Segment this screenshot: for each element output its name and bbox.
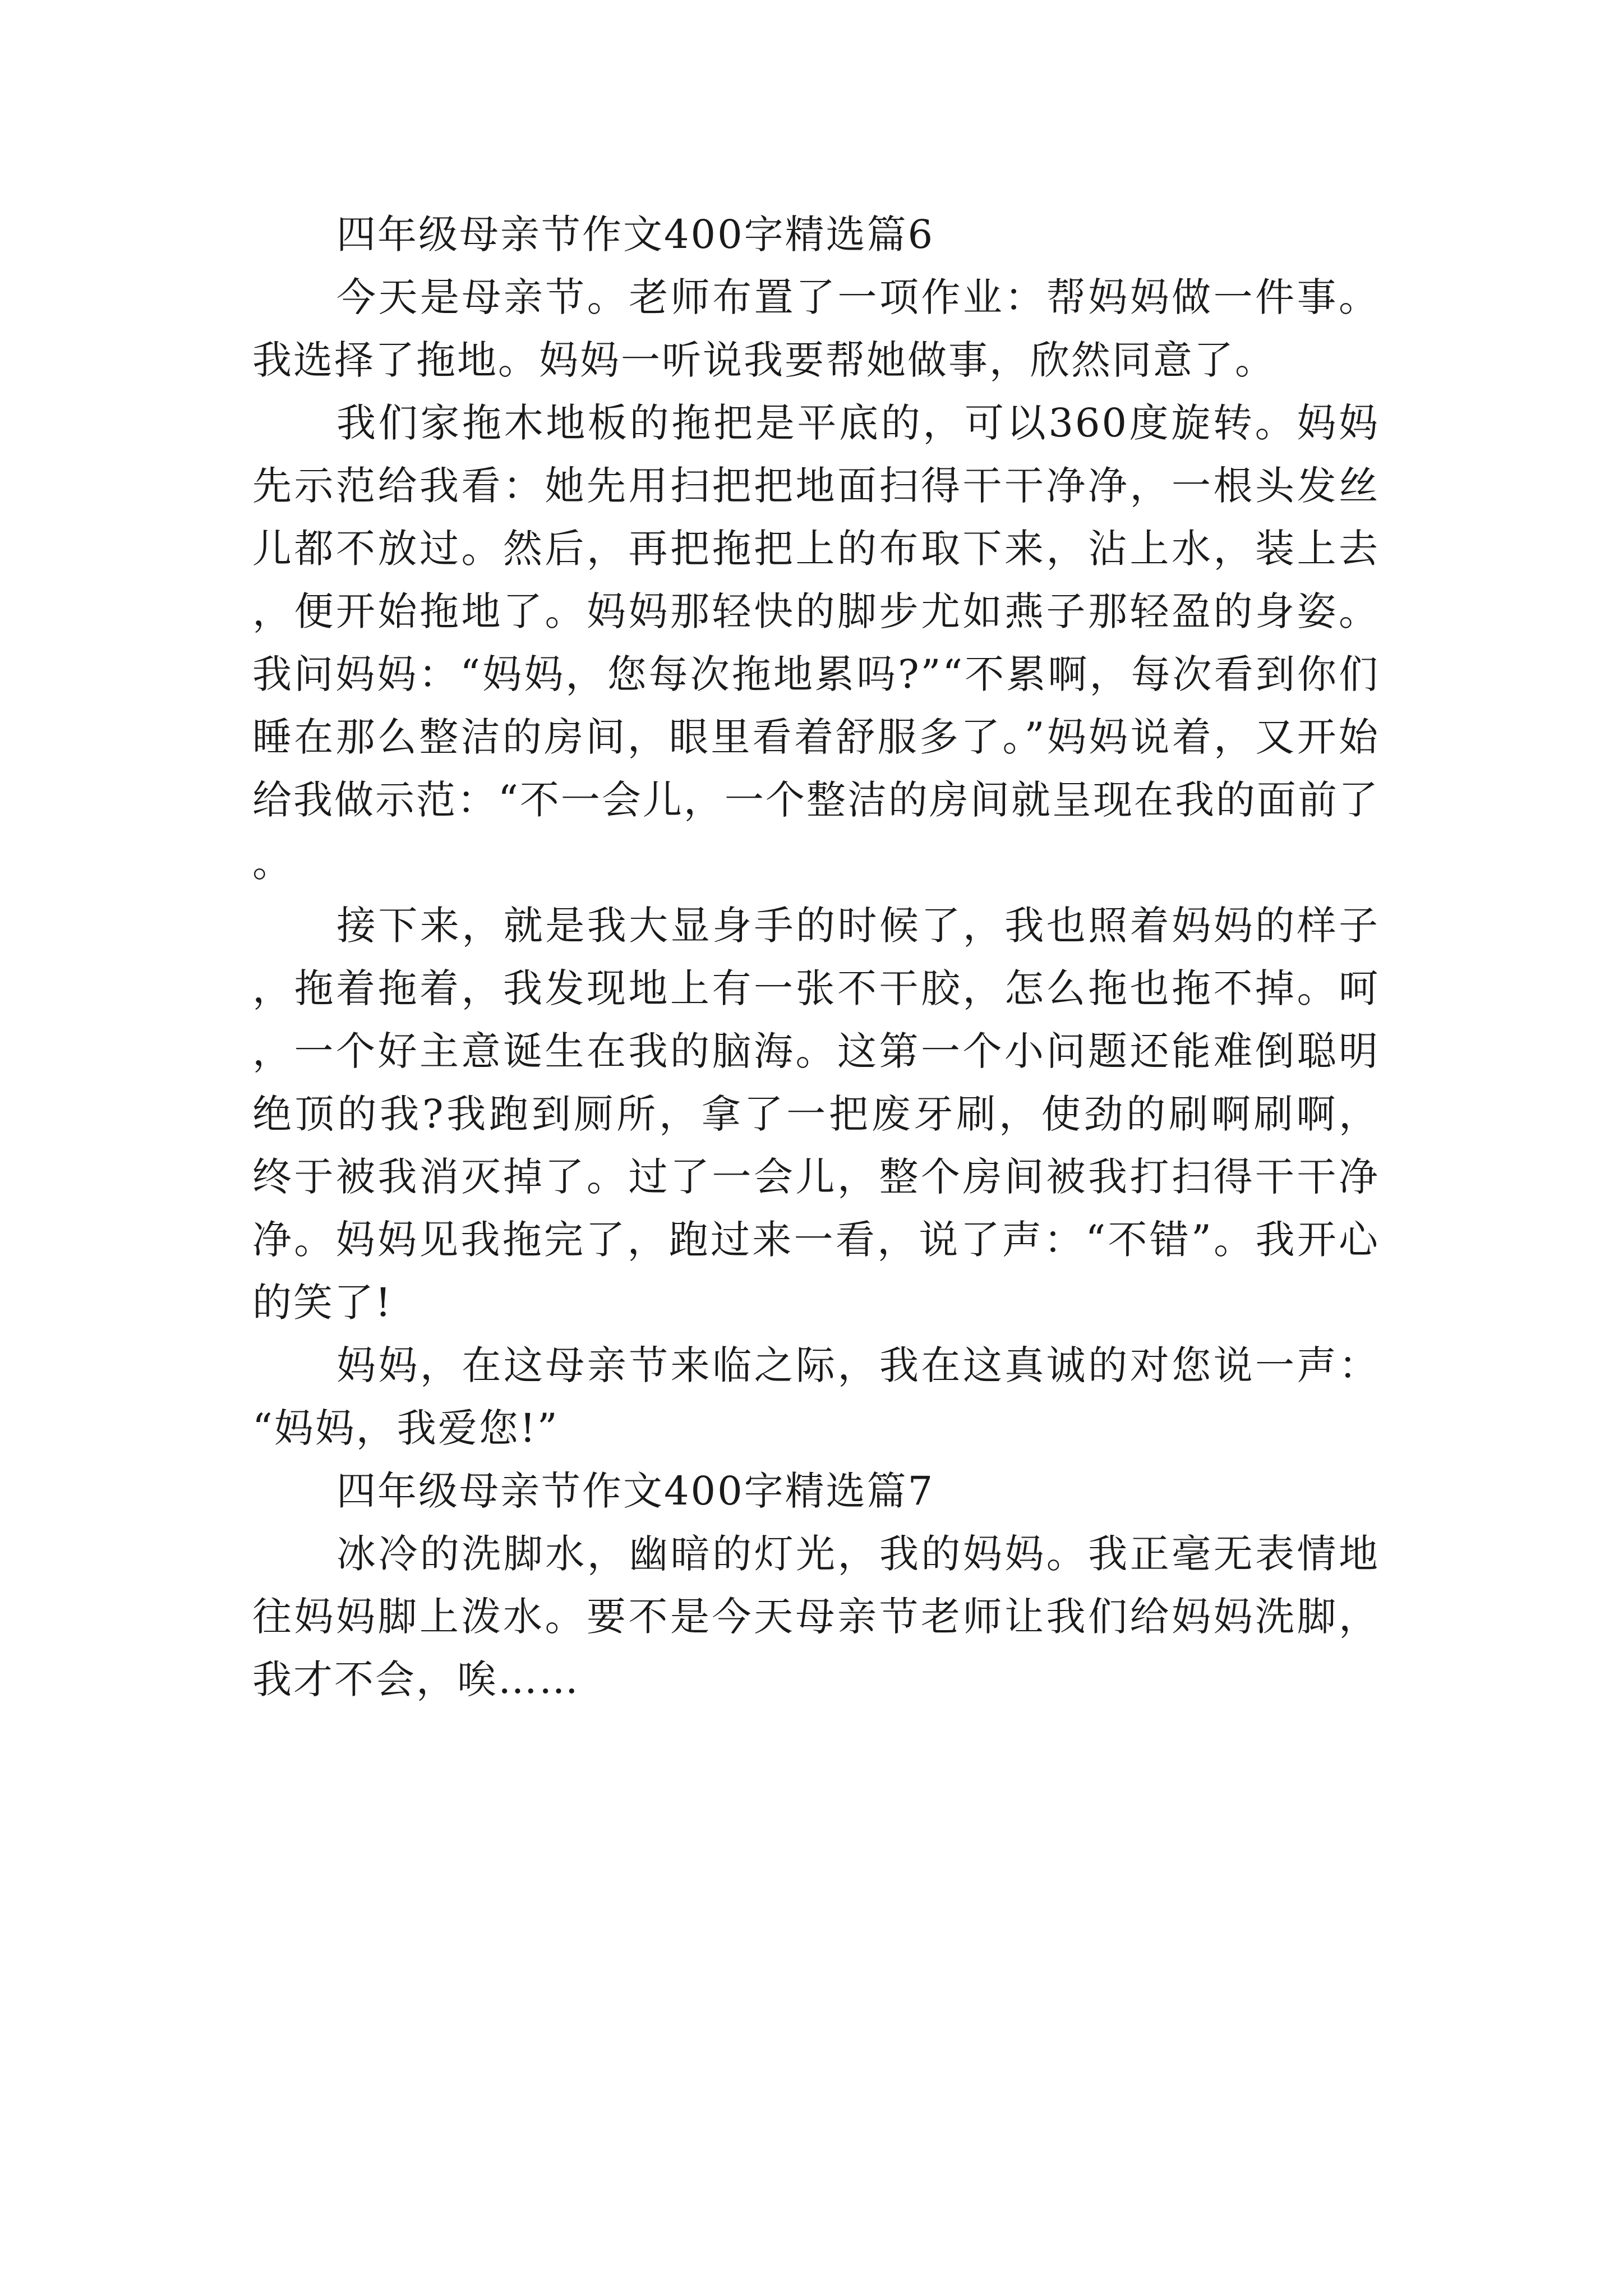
paragraph: 我们家拖木地板的拖把是平底的，可以360度旋转。妈妈先示范给我看：她先用扫把把地面扫得干干净净，一根头发丝儿都不放过。然后，再把拖把上的布取下来，沾上水，装上去，便开始拖地了。妈妈那轻快的脚步尤如燕子那轻盈的身姿。我问妈妈：“妈妈，您每次拖地累吗?”“不累啊，每次看到你们睡在那么整洁的房间，眼里看着舒服多了。”妈妈说着，又开始给我做示范：“不一会儿，一个整洁的房间就呈现在我的面前了。	[252, 400, 1380, 886]
paragraph: 冰冷的洗脚水，幽暗的灯光，我的妈妈。我正毫无表情地往妈妈脚上泼水。要不是今天母亲节老师让我们给妈妈洗脚，我才不会，唉……	[252, 1531, 1380, 1703]
document-body	[252, 203, 1380, 1711]
section-heading: 四年级母亲节作文400字精选篇7	[336, 1468, 935, 1514]
paragraph: 接下来，就是我大显身手的时候了，我也照着妈妈的样子，拖着拖着，我发现地上有一张不干胶，怎么拖也拖不掉。呵，一个好主意诞生在我的脑海。这第一个小问题还能难倒聪明绝顶的我?我跑到厕所，拿了一把废牙刷，使劲的刷啊刷啊，终于被我消灭掉了。过了一会儿，整个房间被我打扫得干干净净。妈妈见我拖完了，跑过来一看，说了声：“不错”。我开心的笑了!	[252, 903, 1380, 1326]
section-heading: 四年级母亲节作文400字精选篇6	[336, 211, 935, 257]
paragraph: 妈妈，在这母亲节来临之际，我在这真诚的对您说一声：“妈妈，我爱您!”	[252, 1342, 1380, 1451]
paragraph: 今天是母亲节。老师布置了一项作业：帮妈妈做一件事。我选择了拖地。妈妈一听说我要帮她做事，欣然同意了。	[252, 274, 1380, 383]
